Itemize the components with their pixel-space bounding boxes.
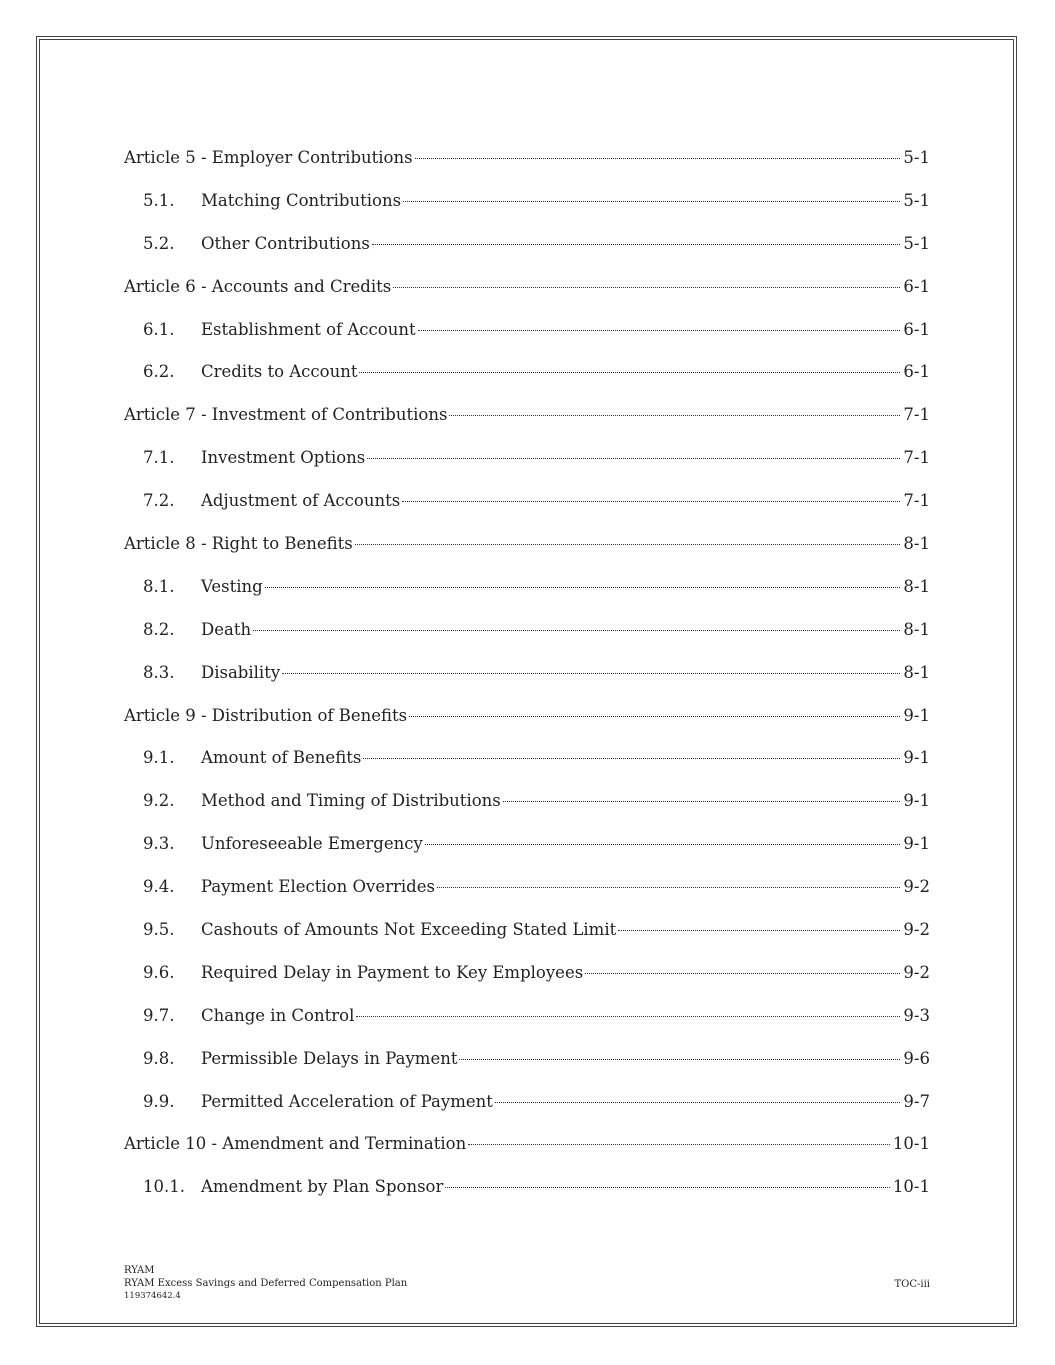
toc-dot-leader [468,1144,890,1145]
toc-dot-leader [253,630,900,631]
toc-section-entry[interactable] [124,789,930,832]
toc-section-number: 10.1. [143,1177,185,1197]
toc-section-entry[interactable] [124,918,930,961]
toc-page-number: 5-1 [903,190,930,210]
toc-page-number: 9-2 [903,877,930,897]
toc-section-number: 7.2. [143,491,175,511]
toc-article-entry[interactable] [124,146,930,189]
toc-section-number: 6.1. [143,319,175,339]
toc-article-entry[interactable] [124,403,930,446]
toc-section-number: 9.5. [143,920,175,940]
toc-dot-leader [402,501,900,502]
toc-section-number: 8.3. [143,662,175,682]
toc-dot-leader [585,973,900,974]
toc-section-number: 9.4. [143,877,175,897]
toc-entry-title: Cashouts of Amounts Not Exceeding Stated Limit [201,920,617,940]
toc-page-number: 6-1 [903,362,930,382]
toc-dot-leader [265,587,901,588]
toc-entry-title: Vesting [201,576,263,596]
toc-dot-leader [459,1059,900,1060]
toc-section-entry[interactable] [124,360,930,403]
toc-entry-title: Required Delay in Payment to Key Employees [201,962,584,982]
toc-section-entry[interactable] [124,446,930,489]
toc-section-entry[interactable] [124,618,930,661]
toc-page-number: 8-1 [903,576,930,596]
toc-entry-title: Unforeseeable Emergency [201,834,423,854]
toc-entry-title: Article 5 - Employer Contributions [124,148,413,167]
toc-page-number: 8-1 [903,534,930,554]
toc-page-number: 9-1 [903,834,930,854]
toc-entry-title: Payment Election Overrides [201,877,435,897]
toc-page-number: 7-1 [903,491,930,511]
toc-entry-title: Investment Options [201,448,366,468]
toc-section-entry[interactable] [124,318,930,361]
toc-section-entry[interactable] [124,961,930,1004]
toc-section-number: 5.1. [143,190,175,210]
toc-section-entry[interactable] [124,1004,930,1047]
toc-page-number: 6-1 [903,276,930,296]
toc-article-entry[interactable] [124,532,930,575]
toc-section-number: 6.2. [143,362,175,382]
toc-section-entry[interactable] [124,489,930,532]
toc-page-number: 9-7 [903,1091,930,1111]
toc-dot-leader [372,244,901,245]
toc-dot-leader [618,930,900,931]
toc-section-number: 9.2. [143,791,175,811]
footer-left [124,1264,407,1303]
toc-section-entry[interactable] [124,746,930,789]
toc-entry-title: Other Contributions [201,233,370,253]
toc-page-number: 9-6 [903,1048,930,1068]
toc-dot-leader [393,287,900,288]
toc-page-number: 5-1 [903,233,930,253]
toc-dot-leader [367,458,900,459]
toc-section-entry[interactable] [124,189,930,232]
toc-section-number: 9.1. [143,748,175,768]
toc-section-number: 9.3. [143,834,175,854]
toc-entry-title: Permissible Delays in Payment [201,1048,458,1068]
toc-dot-leader [409,716,900,717]
toc-dot-leader [403,201,900,202]
toc-page-number: 7-1 [903,405,930,425]
toc-article-entry[interactable] [124,1132,930,1175]
toc-section-number: 9.6. [143,962,175,982]
toc-section-entry[interactable] [124,1090,930,1133]
toc-article-entry[interactable] [124,275,930,318]
toc-entry-title: Article 10 - Amendment and Termination [124,1134,467,1154]
toc-page-number: 5-1 [903,148,930,167]
toc-page-number: 9-1 [903,705,930,725]
toc-page-number: 8-1 [903,619,930,639]
table-of-contents [124,146,930,1218]
toc-section-number: 9.8. [143,1048,175,1068]
toc-section-number: 5.2. [143,233,175,253]
toc-dot-leader [418,330,901,331]
toc-entry-title: Article 8 - Right to Benefits [124,534,353,554]
footer-doc-id: 119374642.4 [124,1291,181,1301]
toc-entry-title: Amount of Benefits [201,748,362,768]
toc-section-number: 8.1. [143,576,175,596]
toc-page-number: 9-1 [903,748,930,768]
toc-page-number: 10-1 [892,1177,930,1197]
toc-dot-leader [359,372,900,373]
toc-page-number: 10-1 [892,1134,930,1154]
toc-section-number: 8.2. [143,619,175,639]
toc-dot-leader [425,844,901,845]
toc-entry-title: Credits to Account [201,362,358,382]
toc-entry-title: Death [201,619,252,639]
toc-dot-leader [503,801,901,802]
toc-section-entry[interactable] [124,575,930,618]
toc-section-entry[interactable] [124,832,930,875]
toc-entry-title: Amendment by Plan Sponsor [201,1177,444,1197]
toc-section-number: 7.1. [143,448,175,468]
toc-entry-title: Establishment of Account [201,319,416,339]
toc-dot-leader [356,1016,900,1017]
toc-page-number: 7-1 [903,448,930,468]
toc-page-number: 9-2 [903,962,930,982]
toc-entry-title: Permitted Acceleration of Payment [201,1091,493,1111]
toc-entry-title: Article 7 - Investment of Contributions [124,405,448,425]
footer-page-label: TOC-iii [894,1279,930,1290]
toc-section-number: 9.9. [143,1091,175,1111]
toc-entry-title: Article 9 - Distribution of Benefits [124,705,408,725]
toc-page-number: 9-1 [903,791,930,811]
toc-section-entry[interactable] [124,232,930,275]
toc-dot-leader [495,1102,901,1103]
toc-entry-title: Change in Control [201,1005,355,1025]
toc-section-number: 9.7. [143,1005,175,1025]
footer-plan-name: RYAM Excess Savings and Deferred Compensation Plan [124,1278,408,1289]
toc-dot-leader [415,158,901,159]
toc-page-number: 6-1 [903,319,930,339]
toc-section-entry[interactable] [124,1047,930,1090]
toc-entry-title: Matching Contributions [201,190,402,210]
toc-entry-title: Article 6 - Accounts and Credits [124,276,392,296]
toc-section-entry[interactable] [124,1175,930,1218]
toc-section-entry[interactable] [124,661,930,704]
toc-page-number: 8-1 [903,662,930,682]
toc-dot-leader [282,673,900,674]
toc-section-entry[interactable] [124,875,930,918]
toc-entry-title: Method and Timing of Distributions [201,791,501,811]
footer-company: RYAM [124,1265,155,1276]
toc-dot-leader [437,887,900,888]
toc-dot-leader [449,415,900,416]
toc-dot-leader [355,544,901,545]
toc-dot-leader [445,1187,890,1188]
toc-entry-title: Adjustment of Accounts [201,491,401,511]
toc-page-number: 9-2 [903,920,930,940]
toc-dot-leader [363,758,900,759]
toc-article-entry[interactable] [124,704,930,747]
toc-page-number: 9-3 [903,1005,930,1025]
toc-entry-title: Disability [201,662,281,682]
